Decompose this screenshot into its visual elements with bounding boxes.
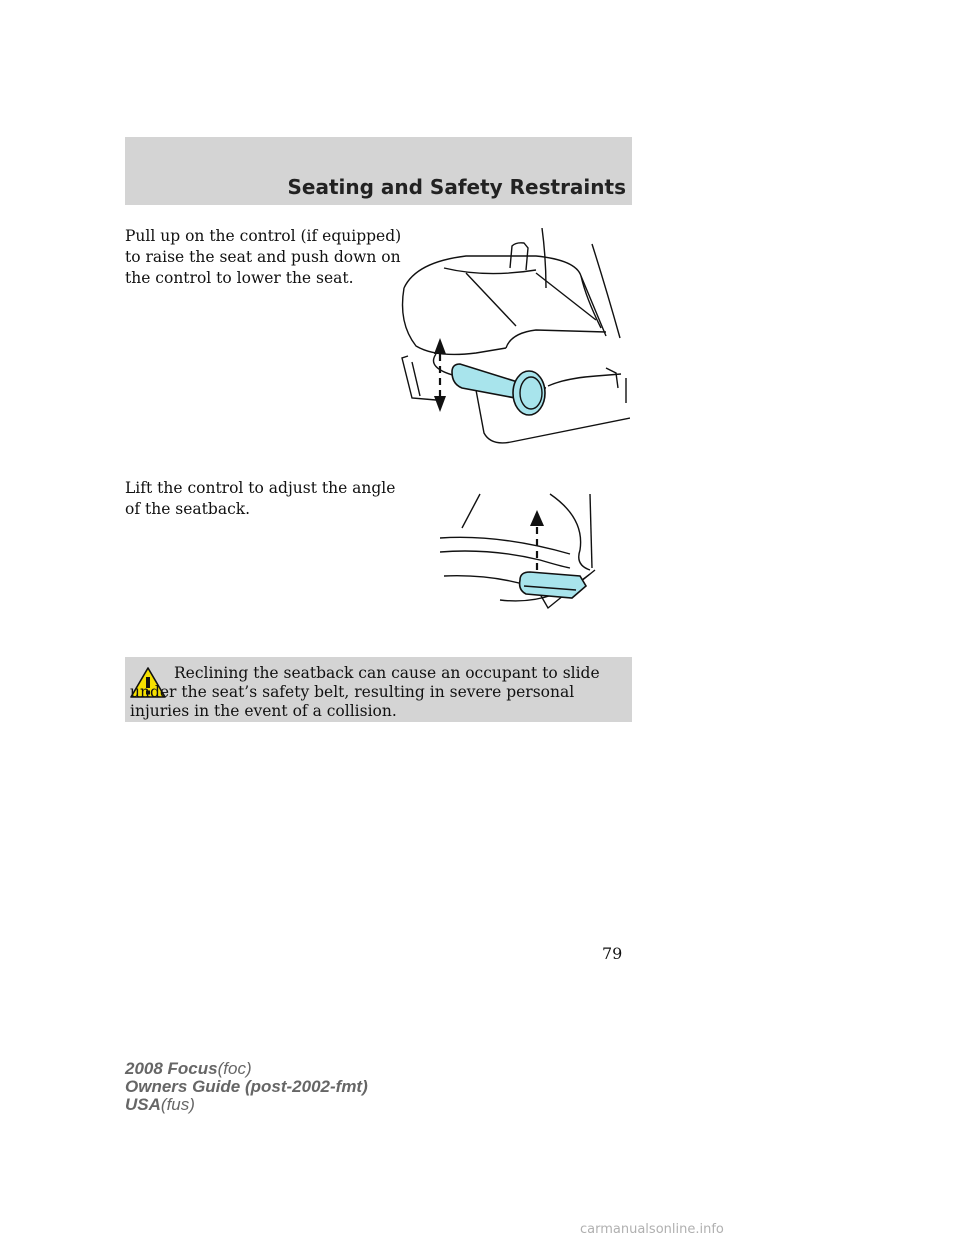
section-title: Seating and Safety Restraints <box>287 175 626 199</box>
recline-illustration <box>440 490 600 630</box>
seat-height-paragraph: Pull up on the control (if equipped) to raise the seat and push down on the control to lower the seat. <box>125 227 402 287</box>
watermark: carmanualsonline.info <box>580 1222 724 1237</box>
warning-text: Reclining the seatback can cause an occupant to slide under the seat’s safety belt, resulting in severe personal injuries in the event of a collision. <box>130 664 600 720</box>
footer-guide: Owners Guide (post-2002-fmt) <box>125 1077 368 1096</box>
recline-paragraph: Lift the control to adjust the angle of the seatback. <box>125 479 396 518</box>
footer-model-code: (foc) <box>217 1059 252 1078</box>
section-header <box>125 137 632 205</box>
footer-region: USA <box>125 1095 161 1114</box>
footer-model: 2008 Focus <box>125 1059 218 1078</box>
footer-region-code: (fus) <box>160 1095 195 1114</box>
seat-height-illustration <box>396 228 630 450</box>
warning-box <box>125 657 632 722</box>
footer <box>125 1060 368 1114</box>
page-number: 79 <box>602 944 623 963</box>
